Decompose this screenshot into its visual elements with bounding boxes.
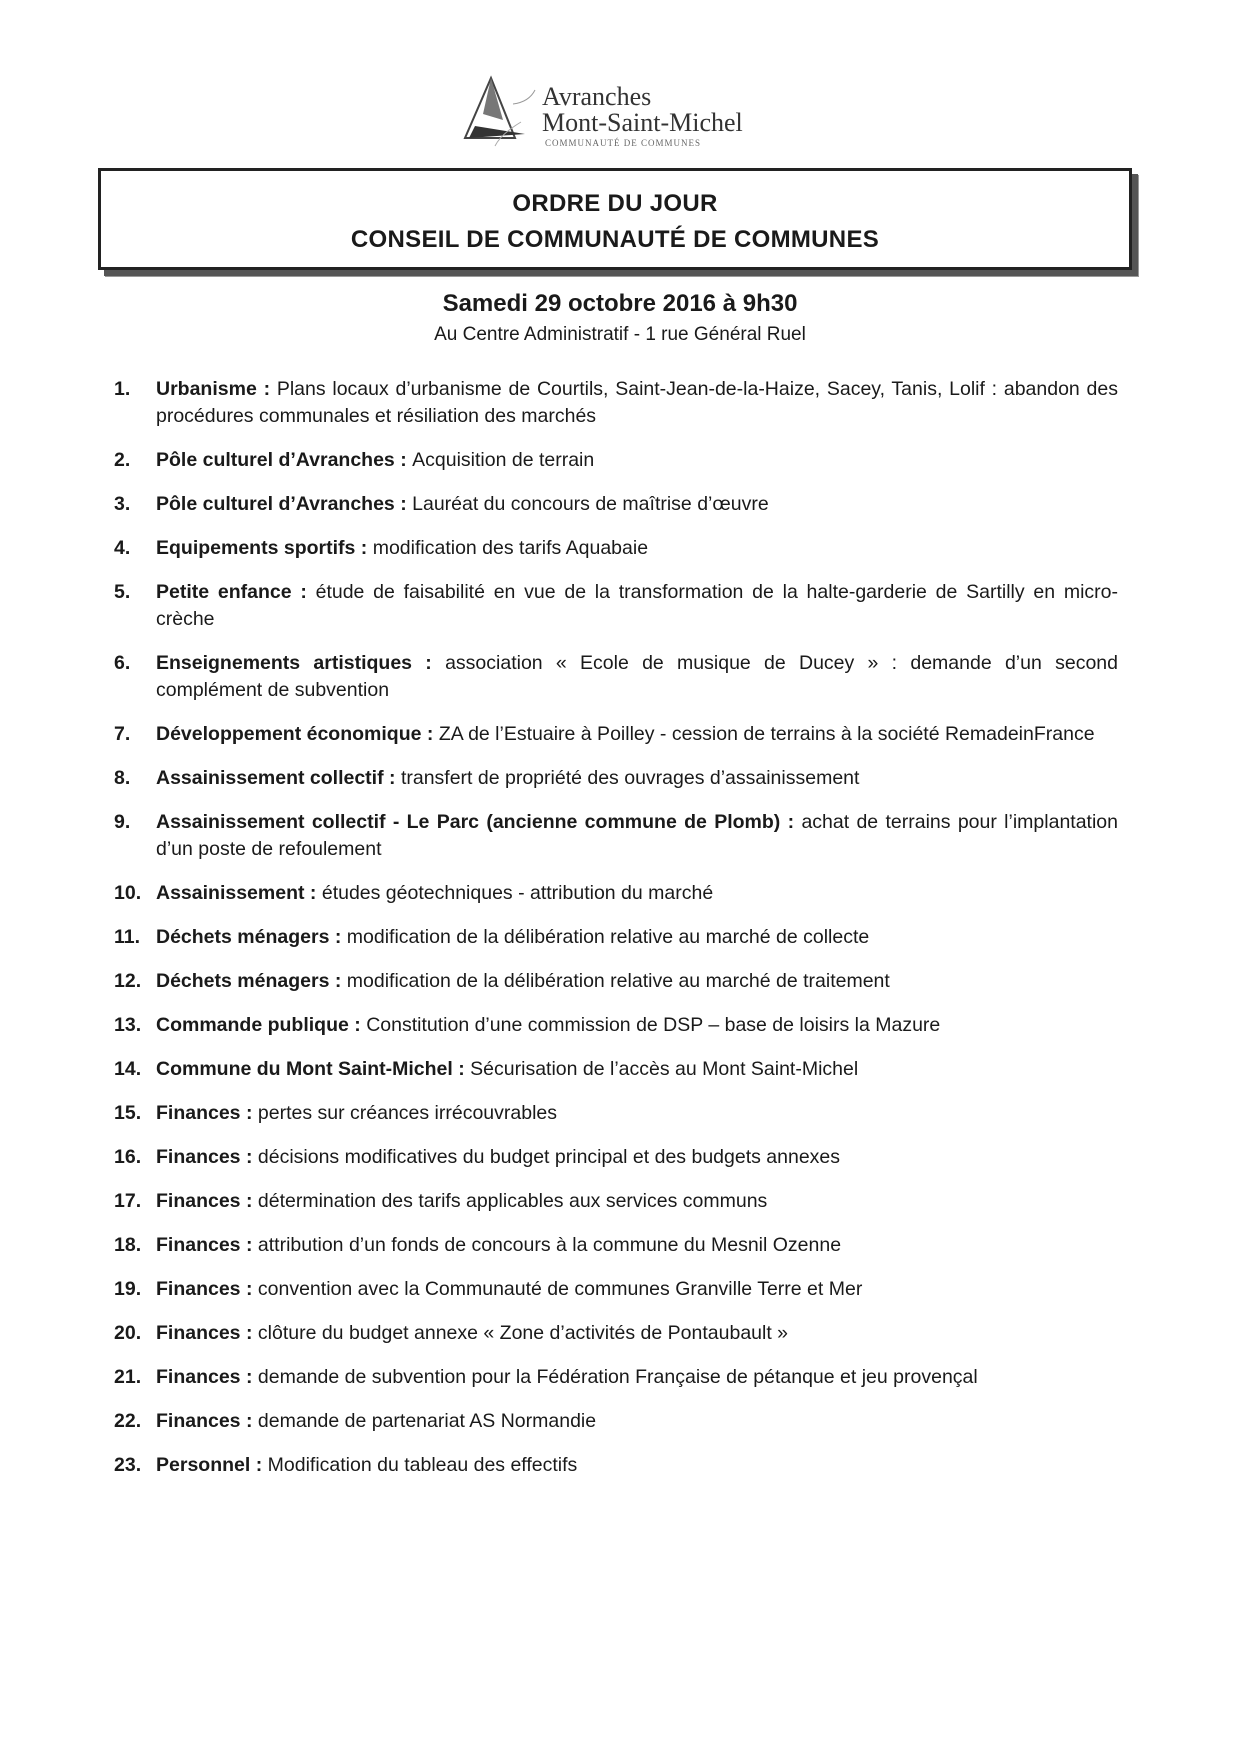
agenda-item-description: Lauréat du concours de maîtrise d’œuvre [412,493,769,515]
agenda-item-separator: : [240,1190,258,1212]
agenda-item-description: ZA de l’Estuaire à Poilley - cession de terrains à la société RemadeinFrance [438,723,1095,745]
agenda-item-topic: Finances [156,1190,241,1212]
agenda-item [114,721,1118,748]
agenda-item [114,1320,1118,1347]
agenda-item-number: 21. [114,1366,142,1388]
agenda-item-number: 15. [114,1102,142,1124]
agenda-item [114,491,1118,518]
agenda-item [114,1232,1118,1259]
agenda-item-topic: Développement économique [156,723,422,745]
agenda-item-topic: Petite enfance [156,581,292,603]
agenda-item-separator: : [421,723,439,745]
agenda-item-number: 12. [114,970,142,992]
agenda-item [114,765,1118,792]
agenda-item-separator: : [394,449,413,471]
agenda-item-number: 19. [114,1278,142,1300]
agenda-item-number: 16. [114,1146,142,1168]
agenda-item-topic: Personnel [156,1454,251,1476]
agenda-item-topic: Equipements sportifs [156,537,356,559]
agenda-item-number: 8. [114,767,131,789]
agenda-item-topic: Finances [156,1234,241,1256]
agenda-item [114,1408,1118,1435]
agenda-item [114,1188,1118,1215]
agenda-item-description: association « Ecole de musique de Ducey » : demande d’un second complément de subvention [156,652,1118,701]
agenda-item [114,880,1118,907]
agenda-item-topic: Déchets ménagers [156,970,330,992]
agenda-item-topic: Assainissement collectif - Le Parc (ancienne commune de Plomb) [156,811,781,833]
agenda-item-separator: : [348,1014,367,1036]
logo-line-1: Avranches [542,82,652,111]
agenda-item-topic: Enseignements artistiques [156,652,413,674]
agenda-item-topic: Finances [156,1278,241,1300]
agenda-item-number: 11. [114,926,141,948]
agenda-item-separator: : [240,1366,258,1388]
agenda-item-description: Acquisition de terrain [412,449,595,471]
agenda-item-description: convention avec la Communauté de communes Granville Terre et Mer [257,1278,863,1300]
agenda-item-separator: : [329,926,347,948]
agenda-item-number: 20. [114,1322,142,1344]
agenda-item-separator: : [240,1102,258,1124]
agenda-item-separator: : [355,537,373,559]
agenda-item-description: Modification du tableau des effectifs [267,1454,578,1476]
agenda-item-number: 22. [114,1410,142,1432]
agenda-item-separator: : [250,1454,268,1476]
agenda-item-number: 10. [114,882,142,904]
logo-triangle-icon [455,74,539,154]
agenda-item-topic: Finances [156,1102,241,1124]
document-subtitle: CONSEIL DE COMMUNAUTÉ DE COMMUNES [350,226,880,253]
agenda-item-number: 5. [114,581,131,603]
agenda-item-topic: Finances [156,1410,241,1432]
agenda-item-description: demande de subvention pour la Fédération Française de pétanque et jeu provençal [257,1366,978,1388]
agenda-item-topic: Finances [156,1366,241,1388]
agenda-item-description: modification des tarifs Aquabaie [372,537,649,559]
agenda-item-separator: : [240,1410,258,1432]
agenda-item-separator: : [240,1322,258,1344]
agenda-item-description: modification de la délibération relative au marché de collecte [346,926,870,948]
agenda-item [114,579,1118,633]
agenda-item [114,1452,1118,1479]
document-title: ORDRE DU JOUR [512,190,718,217]
agenda-item-number: 2. [114,449,131,471]
agenda-item-separator: : [780,811,802,833]
logo-line-3: COMMUNAUTÉ DE COMMUNES [545,138,702,148]
agenda-item [114,924,1118,951]
agenda-item-number: 7. [114,723,131,745]
agenda-item-description: décisions modificatives du budget principal et des budgets annexes [257,1146,841,1168]
agenda-item-description: étude de faisabilité en vue de la transformation de la halte-garderie de Sartilly en micro-crèche [156,581,1118,630]
agenda-item-topic: Déchets ménagers [156,926,330,948]
agenda-item-description: Constitution d’une commission de DSP – base de loisirs la Mazure [366,1014,941,1036]
agenda-item [114,376,1118,430]
agenda-item-description: demande de partenariat AS Normandie [257,1410,597,1432]
agenda-item-separator: : [452,1058,471,1080]
agenda-item-separator: : [291,581,316,603]
agenda-item-separator: : [304,882,322,904]
agenda-item-separator: : [394,493,413,515]
agenda-item-number: 1. [114,378,131,400]
agenda-item-description: détermination des tarifs applicables aux services communs [257,1190,768,1212]
agenda-item-description: études géotechniques - attribution du marché [321,882,714,904]
organization-logo [455,70,795,160]
agenda-item-separator: : [240,1234,258,1256]
agenda-item-description: achat de terrains pour l’implantation d’un poste de refoulement [156,811,1118,860]
agenda-item-number: 6. [114,652,131,674]
agenda-item-number: 4. [114,537,131,559]
agenda-item [114,1144,1118,1171]
agenda-item-topic: Finances [156,1322,241,1344]
agenda-item-number: 9. [114,811,131,833]
agenda-item [114,535,1118,562]
agenda-item [114,809,1118,863]
agenda-item-number: 23. [114,1454,142,1476]
agenda-item [114,650,1118,704]
agenda-item-topic: Pôle culturel d’Avranches [156,493,395,515]
agenda-item [114,1056,1118,1083]
agenda-item [114,1100,1118,1127]
agenda-item-topic: Commande publique [156,1014,349,1036]
agenda-item-topic: Pôle culturel d’Avranches [156,449,395,471]
agenda-item [114,968,1118,995]
agenda-item-topic: Assainissement [156,882,305,904]
agenda-item-number: 18. [114,1234,142,1256]
agenda-item-topic: Finances [156,1146,241,1168]
agenda-item-description: attribution d’un fonds de concours à la commune du Mesnil Ozenne [257,1234,842,1256]
meeting-place: Au Centre Administratif - 1 rue Général Ruel [434,324,806,345]
agenda-item [114,1012,1118,1039]
agenda-item-separator: : [240,1146,258,1168]
agenda-item-separator: : [412,652,446,674]
title-box [98,168,1132,270]
agenda-item [114,447,1118,474]
agenda-item-separator: : [383,767,401,789]
agenda-item-description: clôture du budget annexe « Zone d’activités de Pontaubault » [257,1322,789,1344]
agenda-item-description: pertes sur créances irrécouvrables [257,1102,558,1124]
agenda-item-separator: : [240,1278,258,1300]
agenda-item-number: 13. [114,1014,142,1036]
agenda-item-number: 17. [114,1190,142,1212]
agenda-item-description: transfert de propriété des ouvrages d’assainissement [400,767,860,789]
agenda-item-topic: Assainissement collectif [156,767,384,789]
logo-line-2: Mont-Saint-Michel [542,108,743,137]
meeting-date: Samedi 29 octobre 2016 à 9h30 [442,290,798,317]
agenda-item-topic: Urbanisme [156,378,257,400]
agenda-item-description: Sécurisation de l’accès au Mont Saint-Michel [470,1058,859,1080]
agenda-item [114,1276,1118,1303]
agenda-item-description: Plans locaux d’urbanisme de Courtils, Saint-Jean-de-la-Haize, Sacey, Tanis, Lolif : abandon des procédures communales et résiliation des marchés [156,378,1118,427]
agenda-item-separator: : [256,378,277,400]
agenda-item-number: 3. [114,493,131,515]
agenda-item [114,1364,1118,1391]
agenda-item-topic: Commune du Mont Saint-Michel [156,1058,453,1080]
agenda-list [114,376,1118,1496]
agenda-item-separator: : [329,970,347,992]
agenda-item-description: modification de la délibération relative au marché de traitement [346,970,890,992]
agenda-item-number: 14. [114,1058,142,1080]
